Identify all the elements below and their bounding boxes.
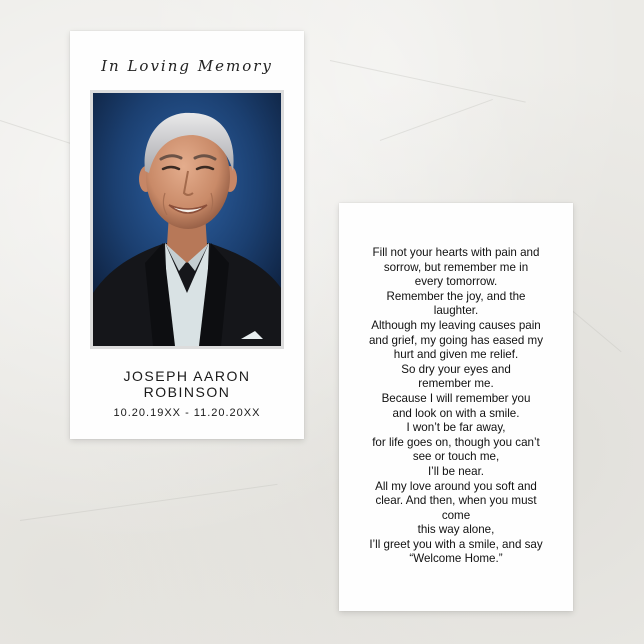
poem-line: see or touch me,	[412, 450, 500, 464]
poem-line: So dry your eyes and	[401, 362, 511, 376]
poem-line: I won’t be far away,	[406, 421, 506, 435]
memorial-card-front	[70, 31, 304, 439]
life-dates: 10.20.19XX - 11.20.20XX	[113, 407, 261, 419]
poem-line: every tomorrow.	[414, 275, 498, 289]
poem-line: Remember the joy, and the	[386, 289, 526, 303]
poem-line: Because I will remember you	[381, 391, 531, 405]
poem-line: this way alone,	[417, 523, 495, 537]
memorial-card-back	[339, 203, 573, 611]
memorial-title: In Loving Memory	[101, 57, 273, 75]
poem-line: I’ll greet you with a smile, and say	[369, 537, 543, 551]
name-line-last: ROBINSON	[143, 384, 231, 400]
name-line-first: JOSEPH AARON	[123, 368, 251, 384]
poem-line: All my love around you soft and	[375, 479, 537, 493]
poem-line: clear. And then, when you must	[375, 494, 537, 508]
poem-line: sorrow, but remember me in	[383, 260, 529, 274]
poem-line: laughter.	[433, 304, 479, 318]
portrait-photo	[93, 93, 281, 346]
poem-line: hurt and given me relief.	[393, 348, 519, 362]
poem-line: come	[441, 508, 471, 522]
poem-line: and grief, my going has eased my	[368, 333, 543, 347]
poem-line: “Welcome Home.”	[409, 552, 503, 566]
memorial-poem	[347, 246, 565, 567]
poem-line: Fill not your hearts with pain and	[372, 246, 540, 259]
marble-vein	[20, 484, 278, 521]
poem-line: for life goes on, though you can’t	[372, 435, 540, 449]
poem-line: remember me.	[418, 377, 494, 391]
poem-line: I’ll be near.	[427, 464, 485, 478]
marble-vein	[330, 60, 526, 103]
portrait-frame	[90, 90, 284, 349]
poem-line: and look on with a smile.	[392, 406, 520, 420]
deceased-name	[70, 368, 304, 400]
poem-line: Although my leaving causes pain	[371, 318, 541, 332]
marble-vein	[380, 99, 493, 141]
portrait-illustration	[93, 93, 281, 346]
